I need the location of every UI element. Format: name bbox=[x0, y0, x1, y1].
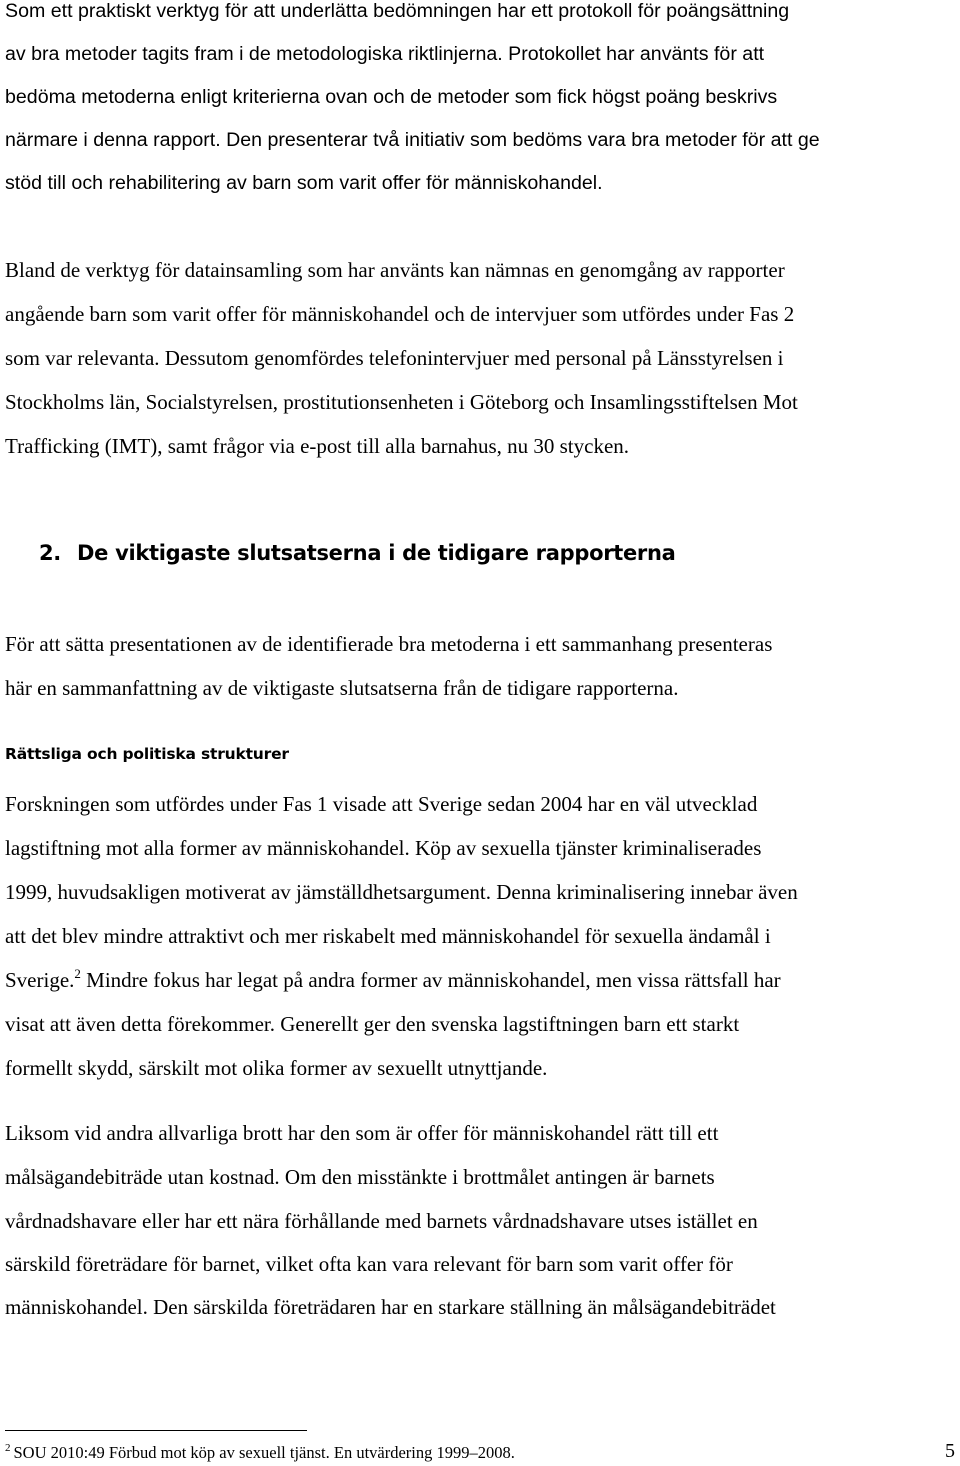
methods-line: Bland de verktyg för datainsamling som har använts kan nämnas en genomgång av rapporter bbox=[5, 258, 785, 282]
footnote-text: SOU 2010:49 Förbud mot köp av sexuell tjänst. En utvärdering 1999–2008. bbox=[13, 1443, 515, 1462]
footnote-reference[interactable]: 2 bbox=[74, 966, 81, 981]
section-title: De viktigaste slutsatserna i de tidigare rapporterna bbox=[77, 541, 676, 565]
intro-line: bedöma metoderna enligt kriterierna ovan och de metoder som fick högst poäng beskrivs bbox=[5, 86, 778, 108]
representative-line: särskild företrädare för barnet, vilket ofta kan vara relevant för barn som varit offer för bbox=[5, 1252, 733, 1276]
legal-line: 1999, huvudsakligen motiverat av jämställdhetsargument. Denna kriminalisering innebar även bbox=[5, 880, 798, 904]
representative-line: målsägandebiträde utan kostnad. Om den misstänkte i brottmålet antingen är barnets bbox=[5, 1165, 715, 1189]
legal-line: lagstiftning mot alla former av människohandel. Köp av sexuella tjänster kriminaliserades bbox=[5, 836, 762, 860]
legal-line: formellt skydd, särskilt mot olika former av sexuellt utnyttjande. bbox=[5, 1056, 548, 1080]
footnote bbox=[5, 1443, 515, 1463]
legal-line-end: Mindre fokus har legat på andra former av människohandel, men vissa rättsfall har bbox=[80, 968, 781, 992]
summary-intro-line: här en sammanfattning av de viktigaste slutsatserna från de tidigare rapporterna. bbox=[5, 676, 679, 700]
section-number: 2. bbox=[39, 541, 61, 565]
intro-line: stöd till och rehabilitering av barn som varit offer för människohandel. bbox=[5, 172, 603, 194]
legal-line-with-footnote bbox=[5, 968, 781, 993]
methods-line: angående barn som varit offer för människohandel och de intervjuer som utfördes under Fas 2 bbox=[5, 302, 795, 326]
intro-line: Som ett praktiskt verktyg för att underlätta bedömningen har ett protokoll för poängsättning bbox=[5, 0, 790, 22]
legal-line: visat att även detta förekommer. Generellt ger den svenska lagstiftningen barn ett starkt bbox=[5, 1012, 740, 1036]
methods-line: som var relevanta. Dessutom genomfördes telefonintervjuer med personal på Länsstyrelsen i bbox=[5, 346, 784, 370]
subsection-heading: Rättsliga och politiska strukturer bbox=[5, 745, 289, 763]
intro-line: av bra metoder tagits fram i de metodologiska riktlinjerna. Protokollet har använts för att bbox=[5, 43, 765, 65]
legal-line-start: Sverige. bbox=[5, 968, 75, 992]
page-number: 5 bbox=[945, 1440, 955, 1462]
footnote-marker: 2 bbox=[5, 1442, 11, 1454]
legal-line: att det blev mindre attraktivt och mer riskabelt med människohandel för sexuella ändamål i bbox=[5, 924, 771, 948]
intro-line: närmare i denna rapport. Den presenterar två initiativ som bedöms vara bra metoder för att ge bbox=[5, 129, 820, 151]
section-heading bbox=[39, 541, 676, 565]
representative-line: människohandel. Den särskilda företrädaren har en starkare ställning än målsägandebiträdet bbox=[5, 1295, 776, 1319]
footnote-separator bbox=[5, 1430, 307, 1431]
methods-line: Stockholms län, Socialstyrelsen, prostitutionsenheten i Göteborg och Insamlingsstiftelsen Mot bbox=[5, 390, 798, 414]
representative-line: vårdnadshavare eller har ett nära förhållande med barnets vårdnadshavare utses istället en bbox=[5, 1209, 758, 1233]
methods-line: Trafficking (IMT), samt frågor via e-post till alla barnahus, nu 30 stycken. bbox=[5, 434, 630, 458]
representative-line: Liksom vid andra allvarliga brott har den som är offer för människohandel rätt till ett bbox=[5, 1121, 719, 1145]
legal-line: Forskningen som utfördes under Fas 1 visade att Sverige sedan 2004 har en väl utvecklad bbox=[5, 792, 758, 816]
summary-intro-line: För att sätta presentationen av de identifierade bra metoderna i ett sammanhang presenteras bbox=[5, 632, 773, 656]
